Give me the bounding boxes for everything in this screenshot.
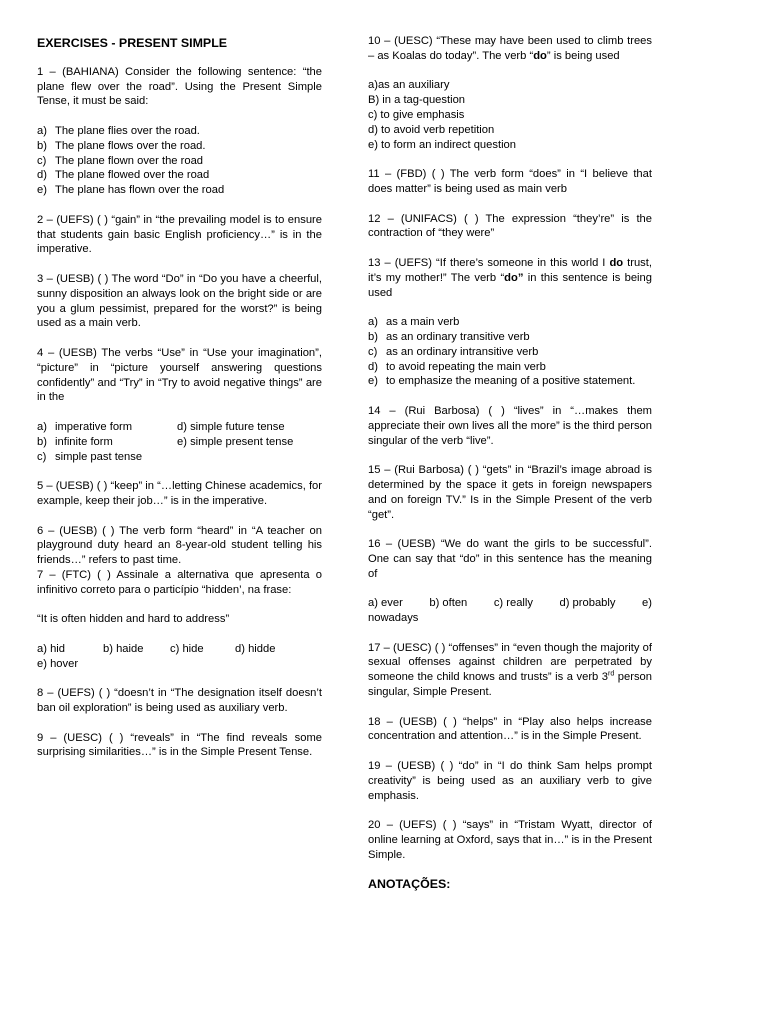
question-4-options (37, 420, 322, 464)
question-7: 7 – (FTC) ( ) Assinale a alternativa que apresenta o infinitivo correto para o particípio “hidden’, na frase: (37, 568, 322, 596)
option: nowadays (368, 612, 419, 625)
option: e) simple present tense (177, 435, 294, 448)
question-14: 14 – (Rui Barbosa) ( ) “lives” in “…makes them appreciate their own lives all the more” is the third person singular of the verb “live”. (368, 404, 652, 447)
option: d) to avoid repeating the main verb (368, 360, 546, 373)
option: c) simple past tense (37, 450, 143, 463)
option: c) as an ordinary intransitive verb (368, 345, 539, 358)
option: d) simple future tense (177, 420, 285, 433)
question-15: 15 – (Rui Barbosa) ( ) “gets” in “Brazil’s image abroad is determined by the space it gets in foreign newspapers and on foreign TV.” Is in the Simple Present of the verb “get”. (368, 464, 652, 521)
question-18: 18 – (UESB) ( ) “helps” in “Play also helps increase concentration and attention…” is in the Simple Present. (368, 715, 652, 743)
option: c) really (493, 597, 533, 610)
option: b) infinite form (37, 435, 113, 448)
question-1-options (37, 124, 322, 198)
question-4: 4 – (UESB) The verbs “Use” in “Use your imagination”, “picture” in “picture yourself answering questions confidently” and “Try” in “Try to avoid negative things” are in the (37, 346, 322, 404)
notes-heading: ANOTAÇÕES: (368, 877, 451, 892)
option: b) haide (103, 642, 144, 655)
option: d) probably (559, 597, 616, 610)
question-16: 16 – (UESB) “We do want the girls to be successful”. One can say that “do” in this sentence has the meaning of (368, 538, 652, 580)
option: b) as an ordinary transitive verb (368, 330, 530, 343)
question-12: 12 – (UNIFACS) ( ) The expression “they’re” is the contraction of “they were” (368, 212, 652, 240)
option: a) hid (37, 642, 65, 655)
option: a) ever (368, 597, 403, 610)
question-9: 9 – (UESC) ( ) “reveals” in “The find reveals some surprising similarities…” is in the Simple Present Tense. (37, 731, 322, 759)
question-11: 11 – (FBD) ( ) The verb form “does” in “I believe that does matter” is being used as main verb (368, 168, 652, 195)
option: e) to form an indirect question (368, 138, 516, 151)
option: c) hide (170, 642, 204, 655)
question-17: 17 – (UESC) ( ) “offenses” in “even though the majority of sexual offenses against children are perpetrated by someone the child knows and trusts” is a verb 3rd person singular, Simple Present. (368, 641, 652, 699)
page-title: EXERCISES - PRESENT SIMPLE (37, 36, 228, 50)
option: a) The plane flies over the road. (37, 124, 200, 137)
right-column (368, 34, 652, 892)
option: b) The plane flows over the road. (37, 139, 206, 152)
question-8: 8 – (UEFS) ( ) “doesn’t in “The designation itself doesn’t ban oil exploration” is being used as auxiliary verb. (37, 687, 322, 715)
option: e) The plane has flown over the road (37, 184, 225, 197)
question-7-options (37, 642, 322, 672)
option: a)as an auxiliary (368, 79, 450, 92)
question-2: 2 – (UEFS) ( ) “gain” in “the prevailing model is to ensure that students gain basic English proficiency…” is in the imperative. (37, 213, 322, 256)
option: b) often (429, 597, 468, 610)
option: d) hidde (235, 642, 276, 655)
option: e) to emphasize the meaning of a positive statement. (368, 375, 636, 388)
option: d) The plane flowed over the road (37, 169, 210, 182)
option: a) as a main verb (368, 316, 460, 329)
question-13: 13 – (UEFS) “If there’s someone in this world I do trust, it’s my mother!” The verb “do” in this sentence is being used (368, 256, 652, 299)
option: d) to avoid verb repetition (368, 123, 495, 136)
option: c) The plane flown over the road (37, 154, 204, 167)
left-column (37, 34, 322, 775)
option: B) in a tag-question (368, 94, 466, 107)
option: e) (642, 597, 652, 610)
option: a) imperative form (37, 420, 133, 433)
question-6: 6 – (UESB) ( ) The verb form “heard” in “A teacher on playground duty heard an 8-year-old student telling his friends…” refers to past time. (37, 524, 322, 567)
option: c) to give emphasis (368, 108, 465, 121)
question-10: 10 – (UESC) “These may have been used to climb trees – as Koalas do today”. The verb “do” is being used (368, 35, 652, 62)
question-19: 19 – (UESB) ( ) “do” in “I do think Sam helps prompt creativity” is being used as an auxiliary verb to give emphasis. (368, 760, 652, 802)
question-3: 3 – (UESB) ( ) The word “Do” in “Do you have a cheerful, sunny disposition an always look on the bright side or are you a glum pessimist, prepared for the worst?” is being used as a main verb. (37, 272, 322, 330)
question-1: 1 – (BAHIANA) Consider the following sentence: “the plane flew over the road”. Using the Present Simple Tense, it must be said: (37, 65, 322, 108)
question-20: 20 – (UEFS) ( ) “says” in “Tristam Wyatt, director of online learning at Oxford, says that in…” is in the Present Simple. (368, 819, 652, 861)
question-7-quote: “It is often hidden and hard to address” (37, 613, 230, 626)
question-13-options (368, 315, 652, 389)
question-5: 5 – (UESB) ( ) “keep” in “…letting Chinese academics, for example, keep their job…” is in the imperative. (37, 480, 322, 507)
option: e) hover (37, 657, 79, 670)
question-10-options (368, 78, 652, 152)
question-16-options (368, 596, 652, 626)
